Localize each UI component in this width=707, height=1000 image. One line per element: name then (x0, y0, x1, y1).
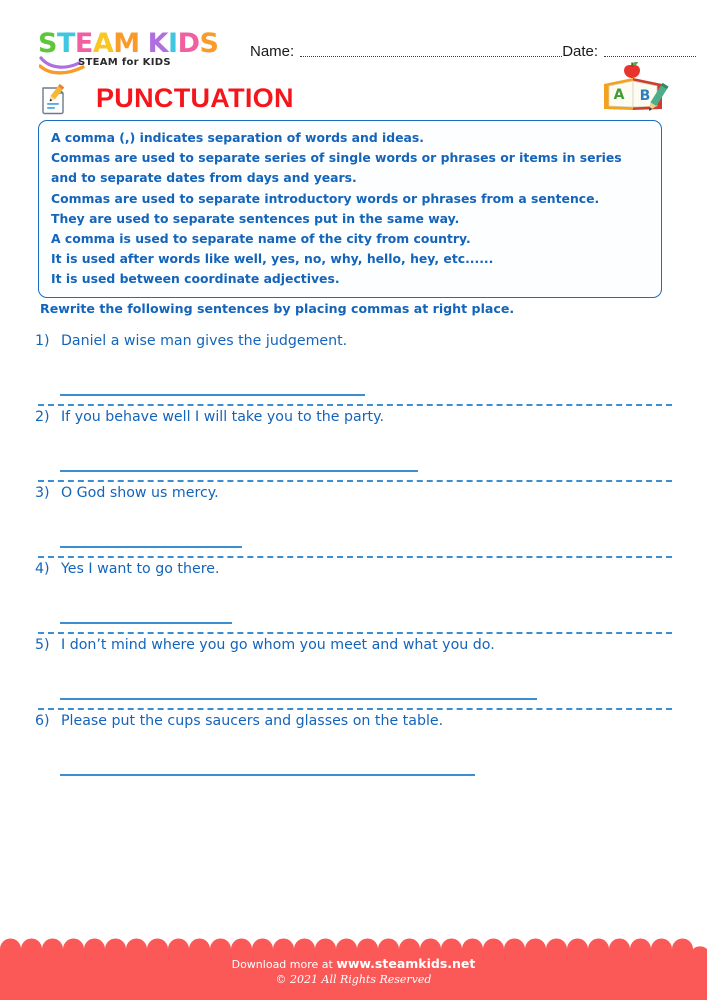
footer-site-link[interactable]: www.steamkids.net (336, 956, 476, 971)
question-row (0, 634, 707, 664)
logo-letter-0: S (38, 28, 57, 59)
logo-letter-1: T (56, 28, 75, 59)
answer-write-line[interactable] (60, 470, 418, 472)
page-title: PUNCTUATION (96, 83, 294, 113)
answer-area[interactable] (0, 588, 707, 632)
logo-letter-8: S (199, 28, 219, 59)
question-number: 6) (35, 713, 50, 729)
abc-book-apple-pencil-icon (600, 62, 672, 118)
answer-area[interactable] (0, 664, 707, 708)
answer-write-line[interactable] (60, 546, 242, 548)
logo-letter-2: E (74, 28, 93, 59)
logo-letter-6: I (168, 28, 178, 59)
rule-line: Commas are used to separate series of single words or phrases or items in series and to separate dates from days and years. (51, 150, 622, 186)
steam-kids-logo (38, 30, 228, 78)
question-row (0, 406, 707, 436)
svg-text:B: B (639, 88, 651, 104)
question-text: If you behave well I will take you to the party. (61, 409, 384, 425)
name-label: Name: (250, 43, 295, 60)
answer-area[interactable] (0, 740, 707, 784)
logo-letter-5: K (147, 28, 169, 59)
question-number: 5) (35, 637, 50, 653)
answer-area[interactable] (0, 436, 707, 480)
page-footer (0, 938, 707, 1000)
logo-tagline: STEAM for KIDS (78, 57, 171, 68)
question-number: 4) (35, 561, 50, 577)
rule-line: It is used between coordinate adjectives. (51, 271, 340, 287)
footer-copyright: © 2021 All Rights Reserved (275, 973, 432, 986)
question-row (0, 330, 707, 360)
answer-area[interactable] (0, 360, 707, 404)
logo-letter-7: D (177, 28, 200, 59)
question-text: Please put the cups saucers and glasses on the table. (61, 713, 444, 729)
question-row (0, 482, 707, 512)
question-block (0, 406, 707, 480)
question-block (0, 330, 707, 404)
date-input-line[interactable] (604, 55, 696, 57)
question-text: O God show us mercy. (61, 485, 219, 501)
answer-write-line[interactable] (60, 622, 232, 624)
question-text: I don’t mind where you go whom you meet and what you do. (61, 637, 495, 653)
rule-line: They are used to separate sentences put in the same way. (51, 210, 460, 226)
question-number: 3) (35, 485, 50, 501)
question-row (0, 710, 707, 740)
footer-download-text (0, 957, 707, 972)
notepad-pencil-icon (36, 82, 70, 116)
rule-line: It is used after words like well, yes, no, why, hello, hey, etc...... (51, 251, 494, 267)
rule-line: Commas are used to separate introductory words or phrases from a sentence. (51, 190, 600, 206)
name-date-row (250, 38, 690, 60)
question-text: Daniel a wise man gives the judgement. (61, 333, 348, 349)
question-number: 2) (35, 409, 50, 425)
question-block (0, 482, 707, 556)
answer-write-line[interactable] (60, 774, 475, 776)
question-row (0, 558, 707, 588)
answer-area[interactable] (0, 512, 707, 556)
logo-letter-3: A (92, 28, 114, 59)
questions-list (0, 330, 707, 784)
rules-box (38, 120, 662, 298)
rule-line: A comma (,) indicates separation of words and ideas. (51, 130, 424, 145)
name-input-line[interactable] (300, 55, 562, 57)
question-text: Yes I want to go there. (61, 561, 220, 577)
question-block (0, 710, 707, 784)
svg-text:A: A (613, 87, 625, 103)
logo-wordmark (38, 30, 228, 57)
footer-download-prefix: Download more at (231, 958, 337, 971)
question-block (0, 634, 707, 708)
answer-write-line[interactable] (60, 394, 365, 396)
rule-line: A comma is used to separate name of the city from country. (51, 231, 471, 247)
date-label: Date: (562, 43, 599, 60)
question-block (0, 558, 707, 632)
instruction-text: Rewrite the following sentences by placing commas at right place. (40, 301, 515, 316)
logo-letter-4: M (113, 28, 140, 59)
answer-write-line[interactable] (60, 698, 537, 700)
question-number: 1) (35, 333, 50, 349)
